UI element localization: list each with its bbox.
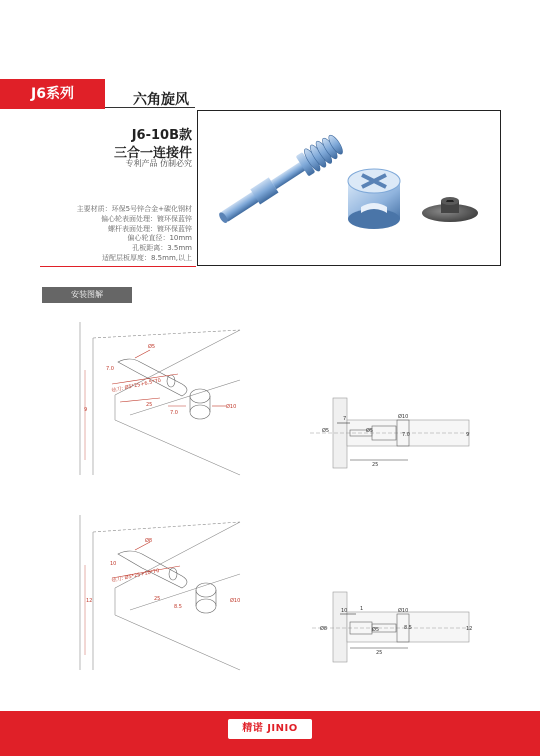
- spec-cam-diameter: 偏心轮直径：10mm: [127, 234, 192, 243]
- d1-hole-diameter: Ø5: [148, 344, 156, 350]
- header-title: 六角旋风: [133, 92, 189, 108]
- d1-depth: 7.0: [106, 366, 114, 372]
- series-tab: J6系列: [0, 79, 105, 109]
- d1-thickness: 9: [84, 407, 88, 413]
- s1-left-diameter: Ø5: [322, 428, 330, 434]
- spec-material: 主要材质：环保5号锌合金+碳化钢材: [76, 205, 192, 213]
- s2-left-diameter: Ø8: [320, 626, 328, 632]
- spec-board-thickness: 适配层板厚度：8.5mm,以上: [102, 253, 192, 262]
- s1-offset: 7.0: [402, 432, 410, 438]
- s2-cam-diameter: Ø10: [398, 608, 409, 614]
- s2-depth: 10: [341, 608, 348, 614]
- s2-offset: 8.5: [404, 625, 412, 631]
- cam-lock-image: [348, 169, 400, 229]
- brand-logo: 精诺 JINIO: [242, 723, 298, 734]
- s2-pin-diameter: Ø5: [372, 627, 380, 633]
- section-drawing-1: [310, 398, 470, 468]
- s1-length: 25: [372, 462, 379, 468]
- d1-offset: 7.0: [170, 410, 178, 416]
- spec-divider: [40, 266, 196, 267]
- section-drawing-2: [312, 592, 473, 662]
- product-model: J6-10B款: [131, 128, 192, 143]
- install-diagram-2: [80, 515, 240, 670]
- install-drawings: [0, 310, 540, 710]
- install-section-label: 安装图解: [42, 287, 132, 303]
- s1-depth: 7: [343, 416, 347, 422]
- d2-drill-spec: 钻刀: Ø5*25+10*70: [111, 567, 161, 584]
- s1-cam-diameter: Ø10: [398, 414, 409, 420]
- d1-cam-diameter: Ø10: [226, 404, 237, 410]
- install-diagram-1: [80, 322, 240, 475]
- d1-length: 25: [146, 402, 153, 408]
- d2-cam-diameter: Ø10: [230, 598, 241, 604]
- product-photo-frame: [197, 110, 501, 266]
- product-name: 三合一连接件: [113, 146, 192, 161]
- s2-length: 25: [376, 650, 383, 656]
- s1-pin-diameter: Ø5: [366, 428, 374, 434]
- s2-step: 1: [360, 606, 364, 612]
- d1-drill-spec: 钻刀: Ø5*25+6.5*70: [111, 377, 162, 394]
- spec-hole-distance: 孔板距离：3.5mm: [132, 244, 192, 253]
- d2-hole-diameter: Ø8: [145, 538, 153, 544]
- s1-thickness: 9: [466, 432, 470, 438]
- product-photo: [198, 111, 499, 264]
- product-slogan: 专利产品 仿制必究: [125, 159, 192, 168]
- d2-length: 25: [154, 596, 161, 602]
- d2-thickness: 12: [86, 598, 93, 604]
- spec-cam-finish: 偏心轮表面处理：镀环保蓝锌: [101, 214, 192, 223]
- bolt-image: [214, 132, 346, 231]
- plastic-cap-image: [422, 197, 478, 222]
- d2-depth: 10: [110, 561, 117, 567]
- d2-offset: 8.5: [174, 604, 182, 610]
- spec-list: [0, 205, 192, 264]
- spec-bolt-finish: 螺杆表面处理：镀环保蓝锌: [108, 224, 192, 233]
- s2-thickness: 12: [466, 626, 473, 632]
